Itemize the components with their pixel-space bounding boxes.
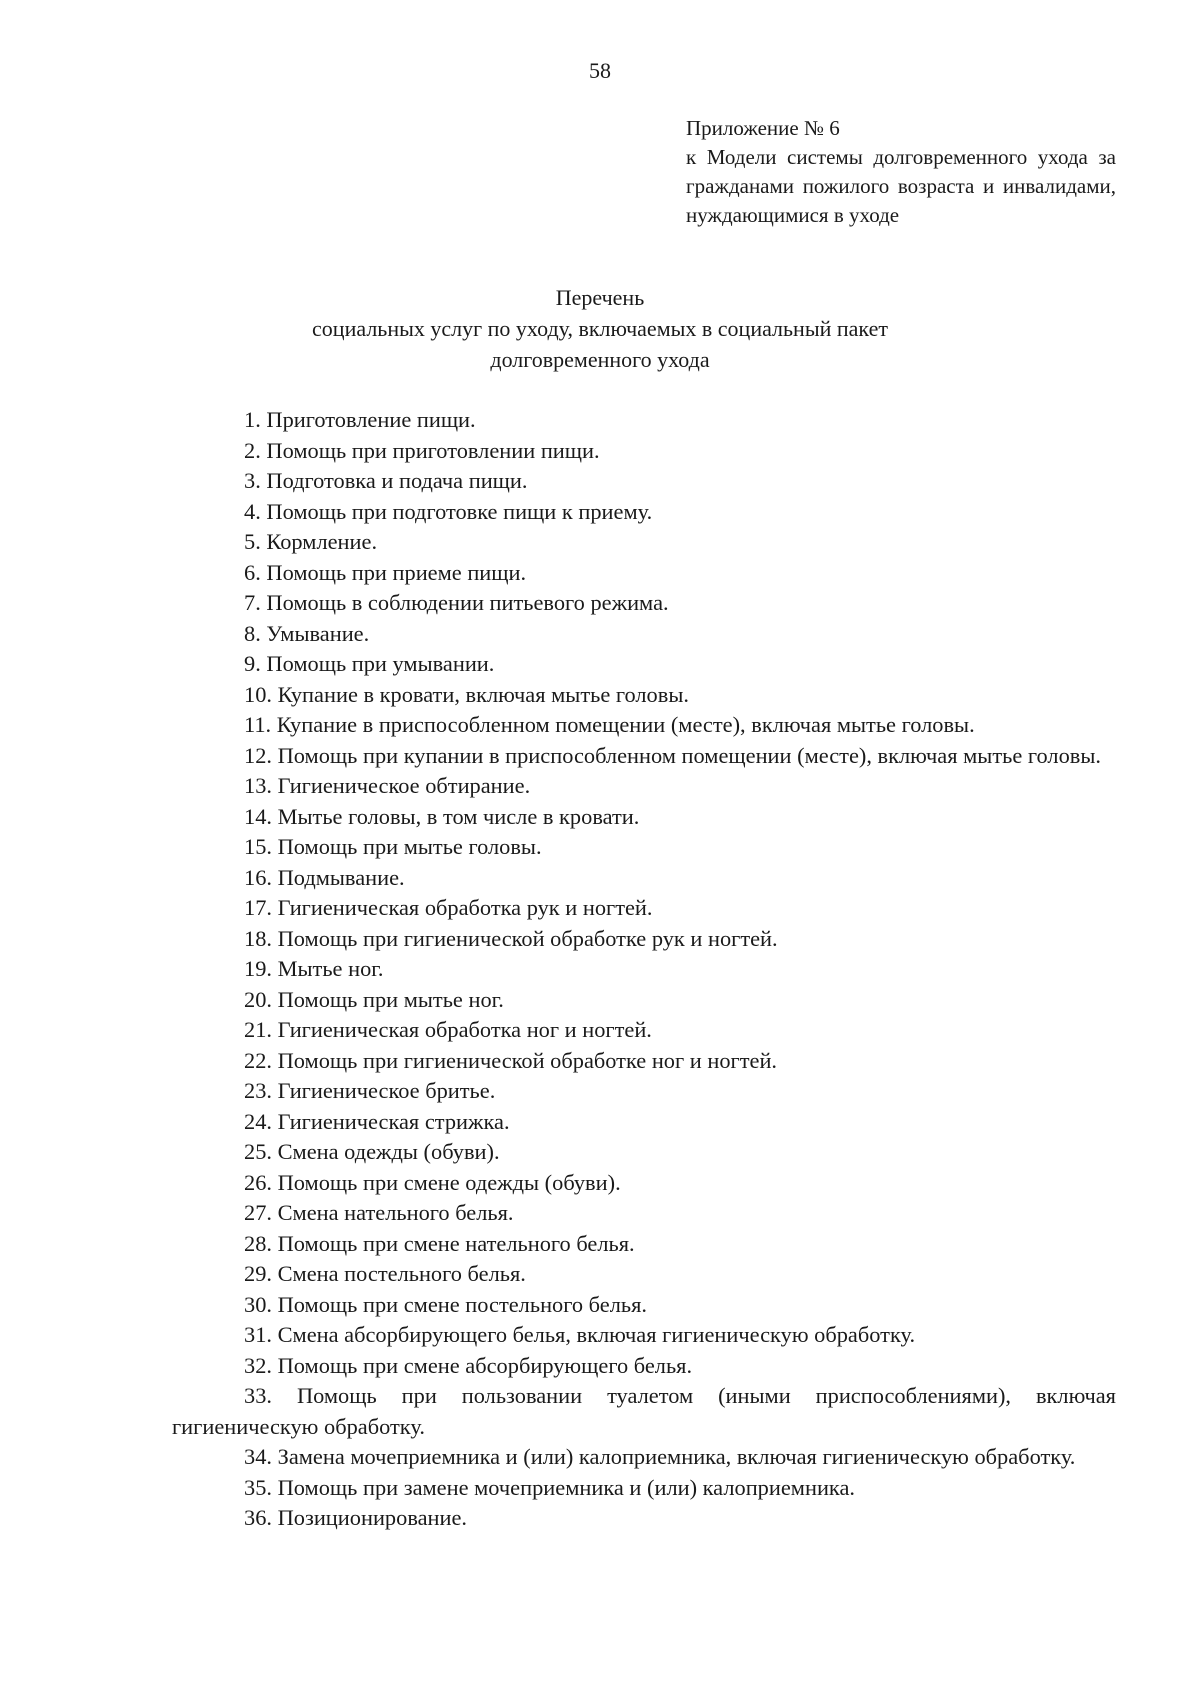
list-item	[172, 924, 1116, 955]
list-item-number: 32.	[244, 1352, 272, 1378]
list-item-number: 3.	[244, 468, 261, 493]
list-item-number: 31.	[244, 1322, 272, 1347]
appendix-body: к Модели системы долговременного ухода за гражданами пожилого возраста и инвалидами, нуждающимися в уходе	[686, 145, 1116, 227]
list-item-number: 18.	[244, 925, 272, 951]
list-item-number: 2.	[244, 437, 261, 463]
list-item-text: Помощь при гигиенической обработке рук и ногтей.	[277, 925, 778, 951]
list-item-text: Умывание.	[266, 620, 370, 646]
list-item-number: 7.	[244, 590, 261, 615]
list-item-text: Мытье головы, в том числе в кровати.	[277, 803, 640, 829]
list-item-text: Смена нательного белья.	[277, 1200, 514, 1225]
list-item-number: 30.	[244, 1291, 272, 1317]
list-item-text: Приготовление пищи.	[266, 407, 476, 432]
list-item-text: Смена постельного белья.	[277, 1261, 526, 1286]
list-item-text: Купание в кровати, включая мытье головы.	[277, 681, 689, 707]
list-item	[172, 1168, 1116, 1199]
list-item	[172, 588, 1116, 619]
list-item-text: Помощь при смене одежды (обуви).	[277, 1169, 621, 1195]
list-item	[172, 954, 1116, 985]
list-item-text: Помощь при смене абсорбирующего белья.	[277, 1352, 693, 1378]
list-item	[172, 466, 1116, 497]
list-item-text: Подмывание.	[277, 864, 405, 890]
list-item-number: 14.	[244, 803, 272, 829]
list-item-text: Кормление.	[266, 529, 378, 554]
list-item-text: Подготовка и подача пищи.	[266, 468, 528, 493]
list-item	[172, 1046, 1116, 1077]
document-heading	[0, 282, 1200, 375]
service-list	[172, 405, 1116, 1534]
page-number: 58	[589, 58, 611, 83]
list-item-number: 26.	[244, 1169, 272, 1195]
list-item-text: Помощь при замене мочеприемника и (или) калоприемника.	[277, 1474, 855, 1500]
list-item-text: Помощь при смене нательного белья.	[277, 1230, 635, 1256]
list-item	[172, 832, 1116, 863]
list-item-number: 33.	[244, 1383, 272, 1408]
list-item-number: 9.	[244, 651, 261, 676]
list-item-number: 17.	[244, 895, 272, 920]
list-item-text: Помощь при умывании.	[266, 651, 495, 676]
list-item-number: 10.	[244, 681, 272, 707]
list-item	[172, 710, 1116, 741]
list-item	[172, 558, 1116, 589]
list-item-number: 11.	[244, 712, 272, 737]
list-item-number: 34.	[244, 1444, 272, 1469]
list-item-text: Гигиеническое бритье.	[277, 1078, 496, 1103]
list-item-text: Гигиеническое обтирание.	[277, 773, 531, 798]
list-item-text: Помощь при приготовлении пищи.	[266, 437, 600, 463]
list-item	[172, 1076, 1116, 1107]
list-item	[172, 771, 1116, 802]
list-item	[172, 893, 1116, 924]
list-item	[172, 1198, 1116, 1229]
list-item	[172, 863, 1116, 894]
list-item-number: 22.	[244, 1047, 272, 1073]
list-item-text: Помощь при смене постельного белья.	[277, 1291, 647, 1317]
list-item-number: 27.	[244, 1200, 272, 1225]
list-item	[172, 1137, 1116, 1168]
list-item-number: 19.	[244, 956, 272, 981]
heading-line-3: долговременного ухода	[490, 347, 710, 372]
list-item	[172, 1259, 1116, 1290]
list-item	[172, 649, 1116, 680]
list-item	[172, 619, 1116, 650]
list-item	[172, 741, 1116, 772]
list-item-text: Помощь при пользовании туалетом (иными приспособлениями), включая гигиеническую обработку.	[172, 1383, 1116, 1439]
list-item-number: 1.	[244, 407, 261, 432]
list-item	[172, 680, 1116, 711]
list-item-number: 8.	[244, 620, 261, 646]
list-item-number: 15.	[244, 834, 272, 859]
appendix-title: Приложение № 6	[686, 116, 840, 140]
heading-line-2: социальных услуг по уходу, включаемых в социальный пакет	[312, 316, 888, 341]
list-item-number: 36.	[244, 1505, 272, 1530]
list-item-number: 20.	[244, 986, 272, 1012]
list-item-text: Помощь в соблюдении питьевого режима.	[266, 590, 669, 615]
list-item-number: 21.	[244, 1017, 272, 1042]
list-item-number: 6.	[244, 559, 261, 585]
list-item	[172, 1473, 1116, 1504]
list-item	[172, 1442, 1116, 1473]
appendix-block	[686, 114, 1116, 230]
list-item-text: Гигиеническая стрижка.	[277, 1108, 510, 1134]
list-item-text: Гигиеническая обработка ног и ногтей.	[277, 1017, 652, 1042]
list-item	[172, 1229, 1116, 1260]
list-item	[172, 497, 1116, 528]
list-item-number: 16.	[244, 864, 272, 890]
list-item	[172, 1290, 1116, 1321]
heading-line-1: Перечень	[555, 285, 645, 310]
list-item	[172, 1351, 1116, 1382]
list-item-number: 13.	[244, 773, 272, 798]
list-item-number: 4.	[244, 498, 261, 524]
list-item-number: 25.	[244, 1139, 272, 1164]
list-item	[172, 405, 1116, 436]
list-item	[172, 436, 1116, 467]
list-item-text: Смена абсорбирующего белья, включая гигиеническую обработку.	[277, 1322, 916, 1347]
list-item-text: Смена одежды (обуви).	[277, 1139, 500, 1164]
list-item-number: 28.	[244, 1230, 272, 1256]
list-item-text: Замена мочеприемника и (или) калоприемника, включая гигиеническую обработку.	[277, 1444, 1076, 1469]
list-item	[172, 527, 1116, 558]
list-item-text: Помощь при подготовке пищи к приему.	[266, 498, 653, 524]
list-item-text: Помощь при купании в приспособленном помещении (месте), включая мытье головы.	[277, 742, 1101, 768]
list-item	[172, 1107, 1116, 1138]
list-item-number: 24.	[244, 1108, 272, 1134]
list-item-number: 29.	[244, 1261, 272, 1286]
list-item-number: 23.	[244, 1078, 272, 1103]
list-item	[172, 1015, 1116, 1046]
list-item	[172, 1320, 1116, 1351]
list-item-number: 35.	[244, 1474, 272, 1500]
list-item	[172, 1381, 1116, 1442]
list-item-text: Позиционирование.	[277, 1505, 468, 1530]
list-item-text: Гигиеническая обработка рук и ногтей.	[277, 895, 653, 920]
list-item	[172, 1503, 1116, 1534]
list-item	[172, 802, 1116, 833]
list-item-text: Помощь при мытье головы.	[277, 834, 542, 859]
list-item-text: Помощь при приеме пищи.	[266, 559, 527, 585]
list-item-text: Мытье ног.	[277, 956, 384, 981]
list-item-number: 12.	[244, 742, 272, 768]
list-item-text: Помощь при мытье ног.	[277, 986, 504, 1012]
list-item	[172, 985, 1116, 1016]
list-item-text: Помощь при гигиенической обработке ног и ногтей.	[277, 1047, 778, 1073]
list-item-number: 5.	[244, 529, 261, 554]
list-item-text: Купание в приспособленном помещении (месте), включая мытье головы.	[276, 712, 975, 737]
